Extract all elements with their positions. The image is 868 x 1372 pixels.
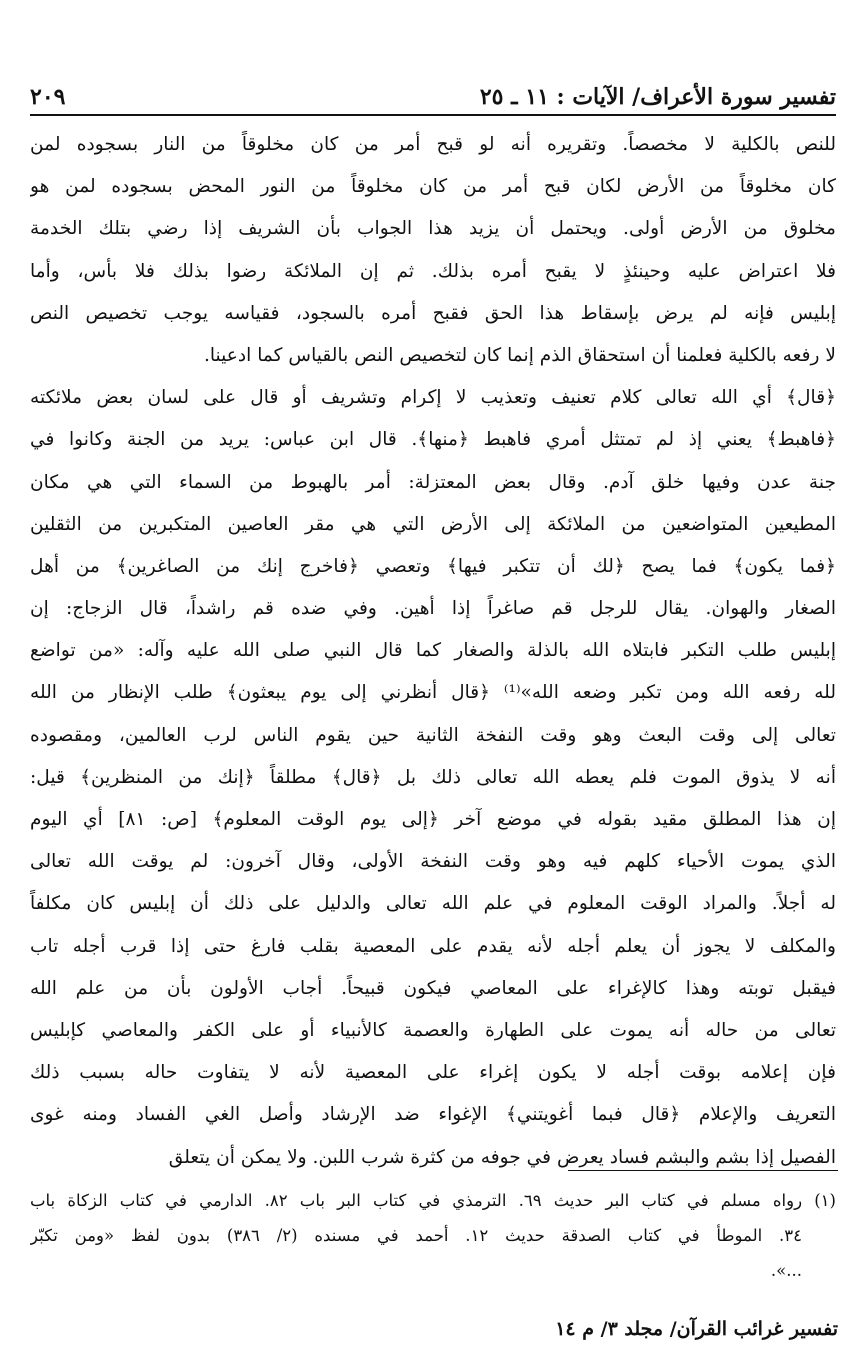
footnote-rule <box>568 1170 838 1171</box>
text-line: تعالى من حاله أنه يموت على الطهارة والعصمة كالأنبياء أو على الكفر والمعاصي كإبليس <box>30 1019 836 1041</box>
footnote-line: ٣٤. الموطأ في كتاب الصدقة حديث ١٢. أحمد في مسنده (٢/ ٣٨٦) بدون لفظ «ومن تكبّر <box>30 1226 802 1245</box>
text-line: الذي يموت الأحياء كلهم فيه وهو وقت النفخة الأولى، وقال آخرون: لم يوقت الله تعالى <box>30 851 836 873</box>
text-line: التعريف والإعلام ﴿قال فبما أغويتني﴾ الإغواء ضد الإرشاد وأصل الغي الفساد ومنه غوى <box>30 1104 836 1126</box>
text-line: إبليس طلب التكبر فابتلاه الله بالذلة والصغار كما قال النبي صلى الله عليه وآله: «من تواضع <box>30 640 836 662</box>
book-signature: تفسير غرائب القرآن/ مجلد ٣/ م ١٤ <box>555 1318 838 1340</box>
text-line: ﴿فما يكون﴾ فما يصح ﴿لك أن تتكبر فيها﴾ وتعصي ﴿فاخرج إنك من الصاغرين﴾ من أهل <box>30 555 836 577</box>
text-line: المطيعين المتواضعين من الملائكة إلى الأرض التي هي مقر العاصين المتكبرين من الثقلين <box>30 513 836 535</box>
text-line: للنص بالكلية لا مخصصاً. وتقريره أنه لو قبح أمر من كان مخلوقاً من النار بسجوده لمن <box>30 134 836 155</box>
page-number: ٢٠٩ <box>30 84 66 110</box>
text-line: كان مخلوقاً من الأرض لكان قبح أمر من كان مخلوقاً من النور المحض بسجوده لمن هو <box>30 176 836 198</box>
text-line: فإن إعلامه بوقت أجله لا يكون إغراء على المعصية لأنه لا يتفاوت حاله بسبب ذلك <box>30 1062 836 1084</box>
text-line: جنة عدن وفيها خلق آدم. وقال بعض المعتزلة: أمر بالهبوط من السماء التي هي مكان <box>30 471 836 493</box>
header-rule <box>30 114 836 116</box>
running-title: تفسير سورة الأعراف/ الآيات : ١١ ـ ٢٥ <box>479 84 836 110</box>
text-line: ﴿قال﴾ أي الله تعالى كلام تعنيف وتعذيب لا إكرام وتشريف أو قال على لسان بعض ملائكته <box>30 387 836 409</box>
text-line: لا رفعه بالكلية فعلمنا أن استحقاق الذم إنما كان لتخصيص النص بالقياس كما ادعينا. <box>203 344 836 366</box>
footnote-line: (١) رواه مسلم في كتاب البر حديث ٦٩. الترمذي في كتاب البر باب ٨٢. الدارمي في كتاب الزكاة باب <box>30 1191 836 1210</box>
text-line: لله رفعه الله ومن تكبر وضعه الله»⁽¹⁾ ﴿قال أنظرني إلى يوم يبعثون﴾ طلب الإنظار من الله <box>30 682 836 704</box>
text-line: له أجلاً. والمراد الوقت المعلوم في علم الله تعالى والدليل على ذلك أن إبليس كان مكلفاً <box>30 893 836 915</box>
footnote-line: ...». <box>770 1261 802 1280</box>
main-text <box>30 124 836 1179</box>
text-line: فيقبل توبته وهذا كالإغراء على المعاصي فيكون قبيحاً. أجاب الأولون بأن من علم الله <box>30 977 836 999</box>
text-line: إن هذا المطلق مقيد بقوله في موضع آخر ﴿إلى يوم الوقت المعلوم﴾ [ص: ٨١] أي اليوم <box>30 809 836 830</box>
page-header <box>30 70 836 110</box>
footnotes <box>30 1183 836 1288</box>
text-line: ﴿فاهبط﴾ يعني إذ لم تمتثل أمري فاهبط ﴿منها﴾. قال ابن عباس: يريد من الجنة وكانوا في <box>30 429 836 451</box>
text-line: والمكلف لا يجوز أن يعلم أجله لأنه يقدم على المعصية بقلب فارغ حتى إذا قرب أجله تاب <box>30 935 836 957</box>
text-line: أنه لا يذوق الموت فلم يعطه الله تعالى ذلك بل ﴿قال﴾ مطلقاً ﴿إنك من المنظرين﴾ قيل: <box>30 766 836 788</box>
text-line: الفصيل إذا بشم والبشم فساد يعرض في جوفه من كثرة شرب اللبن. ولا يمكن أن يتعلق <box>168 1146 836 1168</box>
text-line: الصغار والهوان. يقال للرجل قم صاغراً إذا أهين. وفي ضده قم راشداً، قال الزجاج: إن <box>30 598 836 620</box>
text-line: إبليس فإنه لم يرض بإسقاط هذا الحق فقبح أمره بالسجود، فقياسه يوجب تخصيص النص <box>30 302 836 324</box>
text-line: فلا اعتراض عليه وحينئذٍ لا يقبح أمره بذلك. ثم إن الملائكة رضوا بذلك فلا بأس، وأما <box>30 260 836 282</box>
text-line: مخلوق من الأرض أولى. ويحتمل أن يزيد هذا الجواب بأن الشريف إذا رضي بتلك الخدمة <box>30 218 836 240</box>
text-line: تعالى إلى وقت البعث وهو وقت النفخة الثانية حين يقوم الناس لرب العالمين، ومقصوده <box>30 724 836 746</box>
